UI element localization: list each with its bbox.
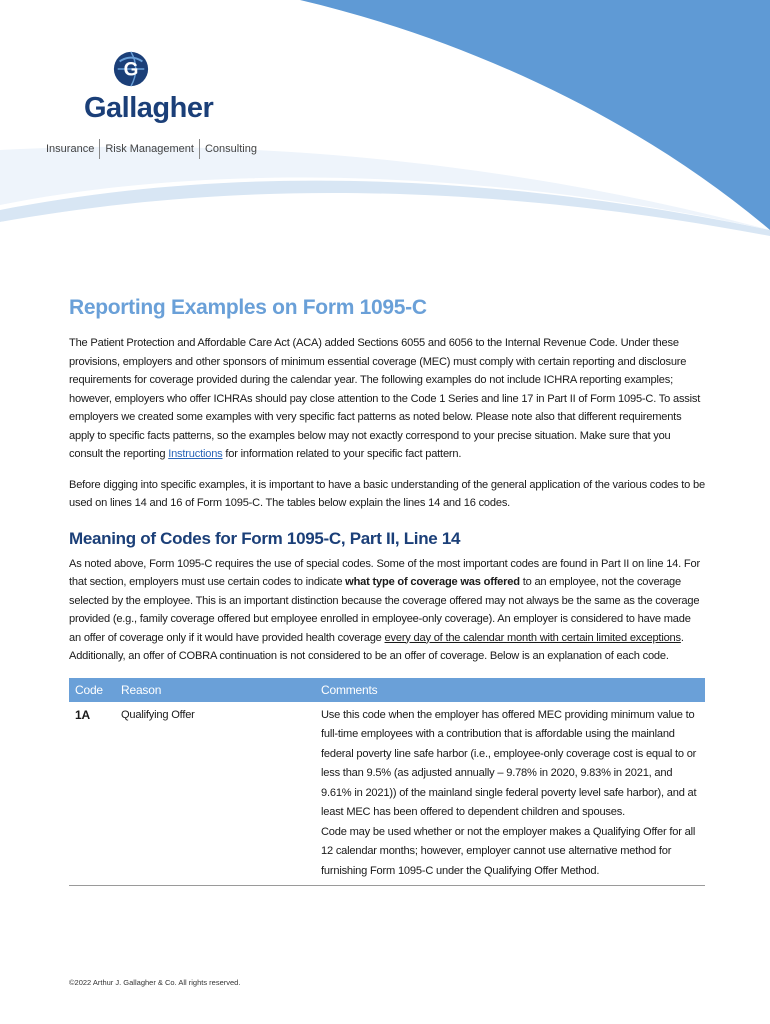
- comment-paragraph: Use this code when the employer has offered MEC providing minimum value to full-time employees with a contribution that is affordable using the mainland federal poverty line safe harbor (i.e., employee-only coverage cost is equal to or less than 9.5% (as adjusted annually – 9.78% in 2020, 9.83% in 2021, and 9.61% in 2021)) of the mainland single federal poverty level safe harbor), and at least MEC has been offered to dependent children and spouses.: [321, 708, 697, 818]
- section-text: As noted above, Form 1095-C requires the use of special codes. Some of the most important codes are found in Part II on line 14. For that section, employers must use certain codes to indicate: [69, 557, 700, 588]
- brand-name: Gallagher: [84, 92, 214, 124]
- comment-paragraph: Code may be used whether or not the employer makes a Qualifying Offer for all 12 calendar months; however, employer cannot use alternative method for furnishing Form 1095-C under the Qualifying Offer Method.: [321, 825, 696, 877]
- globe-icon: [112, 50, 150, 88]
- tagline-divider: [99, 139, 100, 159]
- tagline-consulting: Consulting: [204, 142, 257, 155]
- intro-text-end: for information related to your specific fact pattern.: [222, 448, 462, 460]
- section-text-mid: to an employee, not the coverage selected by the employee. This is an important distinction because the coverage offered may not always be the same as the coverage provided (e.g., family coverage offered but employee enrolled in employee-only coverage). An employer is considered to have made an offer of coverage only if it would have provided health coverage: [69, 576, 700, 644]
- tagline-insurance: Insurance: [46, 142, 95, 155]
- instructions-link[interactable]: Instructions: [168, 448, 223, 460]
- background-paragraph: Before digging into specific examples, it is important to have a basic understanding of the general application of the various codes to be used on lines 14 and 16 of Form 1095-C. The tables below explain the lines 14 and 16 codes.: [69, 478, 705, 509]
- section-bold-text: what type of coverage was offered: [345, 576, 520, 588]
- section-underlined-text: every day of the calendar month with certain limited exceptions: [384, 631, 681, 644]
- code-cell: 1A: [69, 702, 115, 886]
- section-heading: Meaning of Codes for Form 1095-C, Part II, Line 14: [69, 528, 461, 548]
- page-title: Reporting Examples on Form 1095-C: [69, 296, 427, 319]
- table-row: [69, 702, 705, 886]
- tagline-divider: [199, 139, 200, 159]
- intro-text: The Patient Protection and Affordable Care Act (ACA) added Sections 6055 and 6056 to the Internal Revenue Code. Under these provisions, employers and other sponsors of minimum essential coverage (MEC) must comply with certain reporting and disclosure requirements for coverage provided during the calendar year. The following examples do not include ICHRA reporting examples; however, employers who offer ICHRAs should pay close attention to the Code 1 Series and line 17 in Part II of Form 1095-C. To assist employers we created some examples with very specific fact patterns as noted below. Please note also that different requirements apply to specific facts patterns, so the examples below may not exactly correspond to your precise situation. Make sure that you consult the reporting: [69, 337, 701, 460]
- codes-table: [69, 678, 705, 887]
- tagline-risk-management: Risk Management: [105, 142, 194, 155]
- document-body: [69, 296, 705, 886]
- intro-paragraph: [69, 334, 705, 464]
- header-reason: Reason: [115, 678, 315, 702]
- reason-cell: Qualifying Offer: [115, 702, 315, 886]
- comments-cell: [315, 702, 705, 886]
- header-comments: Comments: [315, 678, 705, 702]
- brand-tagline: [46, 139, 257, 159]
- section-text-end: . Additionally, an offer of COBRA continuation is not considered to be an offer of coverage. Below is an explanation of each code.: [69, 631, 684, 662]
- copyright-footer: ©2022 Arthur J. Gallagher & Co. All rights reserved.: [69, 978, 241, 987]
- globe-letter: G: [123, 59, 139, 81]
- table-header-row: [69, 678, 705, 702]
- header-code: Code: [69, 678, 115, 702]
- company-logo: [46, 50, 257, 159]
- section-paragraph: [69, 555, 705, 666]
